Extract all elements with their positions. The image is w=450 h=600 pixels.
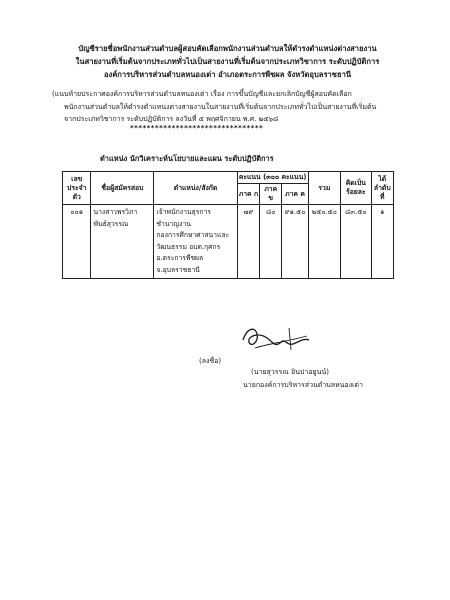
- announcement-reference: [52, 88, 397, 126]
- header-rank: ได้ ลำดับ ที่: [371, 172, 393, 205]
- position-line-2: ชำนาญงาน: [156, 219, 191, 228]
- position-line-3: กองการศึกษาศาสนาและ: [156, 231, 230, 239]
- cell-id-number: ๐๐๑: [63, 205, 91, 279]
- header-percent: คิดเป็น ร้อยละ: [341, 172, 371, 205]
- handwritten-signature: [237, 320, 313, 358]
- header-part-c: ภาค ค: [282, 184, 308, 205]
- header-total: รวม: [308, 172, 341, 205]
- header-part-b: ภาค ข: [260, 184, 282, 205]
- signer-name: (นายสุวรรณ อินปาอยูนน์): [251, 368, 329, 376]
- reference-line-2: พนักงานส่วนตำบลให้ดำรงตำแหน่งต่างสายงานในสายงานที่เริ่มต้นจากประเภททั่วไปเป็นสายงานที่เริ่มต้น: [64, 102, 377, 111]
- table-header-row: [63, 172, 394, 184]
- candidate-last-name: พันธ์สุวรรณ: [93, 219, 129, 228]
- position-line-4: วัฒนธรรม อบต.กุศกร: [156, 242, 221, 251]
- signer-title: นายกองค์การบริหารส่วนตำบลหนองเต่า: [243, 381, 363, 389]
- header-part-a: ภาค ก: [237, 184, 259, 205]
- position-line-5: อ.ตระการพืชผล: [156, 254, 204, 262]
- position-heading: ตำแหน่ง นักวิเคราะห์นโยบายและแผน ระดับปฏิบัติการ: [100, 154, 274, 163]
- table-row: [63, 205, 394, 279]
- reference-line-1: (แนบท้ายประกาศองค์การบริหารส่วนตำบลหนองเต่า เรื่อง การขึ้นบัญชีและยกเลิกบัญชีผู้สอบคัดเลือก: [52, 90, 352, 98]
- reference-line-3: จากประเภทวิชาการ ระดับปฏิบัติการ ลงวันที่ ๕ พฤศจิกายน พ.ศ. ๒๕๖๘: [64, 115, 279, 123]
- position-line-6: จ.อุบลราชธานี: [156, 265, 200, 274]
- cell-rank: ๑: [371, 205, 393, 279]
- position-line-1: เจ้าพนักงานธุรการ: [156, 208, 211, 216]
- cell-candidate-name: [91, 205, 154, 279]
- header-score-group: คะแนน (๓๐๐ คะแนน): [237, 172, 308, 184]
- header-id-number: เลข ประจำตัว: [63, 172, 91, 205]
- header-candidate-name: ชื่อผู้สมัครสอบ: [91, 172, 154, 205]
- star-divider: ********************************: [130, 124, 264, 132]
- cell-percent: ๘๓.๕๐: [341, 205, 371, 279]
- title-line-2: ในสายงานที่เริ่มต้นจากประเภททั่วไปเป็นสายงานที่เริ่มต้นจากประเภทวิชาการ ระดับปฏิบัติการ: [75, 57, 380, 66]
- signature-label: (ลงชื่อ): [199, 357, 222, 365]
- cell-part-b-score: ๘๐: [260, 205, 282, 279]
- header-position-affiliation: ตำแหน่ง/สังกัด: [154, 172, 237, 205]
- candidate-first-name: นางสาวพรวิภา: [93, 208, 138, 216]
- announcement-title: [40, 42, 415, 81]
- title-line-1: บัญชีรายชื่อพนักงานส่วนตำบลผู้สอบคัดเลือกพนักงานส่วนตำบลให้ดำรงตำแหน่งต่างสายงาน: [78, 44, 377, 53]
- cell-total-score: ๒๕๐.๕๐: [308, 205, 341, 279]
- score-table: [62, 171, 394, 279]
- cell-part-c-score: ๙๑.๕๐: [282, 205, 308, 279]
- cell-part-a-score: ๗๙: [237, 205, 259, 279]
- cell-position-affiliation: [154, 205, 237, 279]
- signature-block: [195, 318, 395, 398]
- title-line-3: องค์การบริหารส่วนตำบลหนองเต่า อำเภอตระการพืชผล จังหวัดอุบลราชธานี: [103, 70, 352, 79]
